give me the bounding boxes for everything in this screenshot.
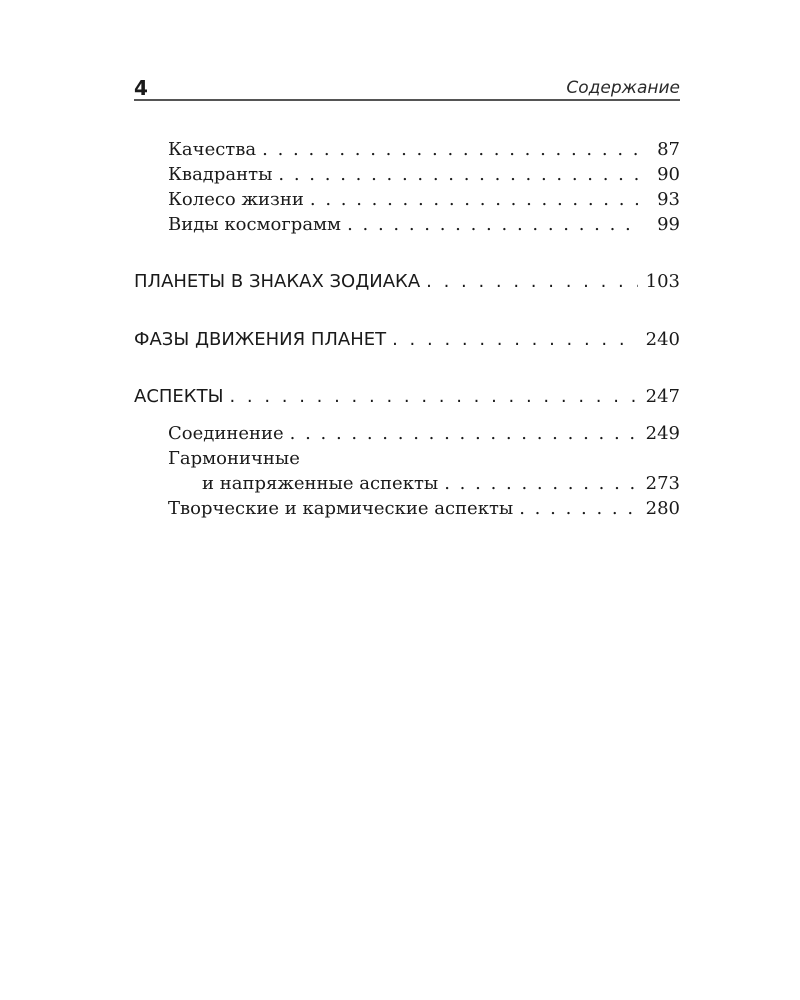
toc-section[interactable] (134, 328, 680, 352)
header-rule (134, 99, 680, 101)
toc-section-page: 240 (645, 329, 680, 350)
page-header (134, 74, 680, 102)
toc-entry[interactable] (134, 138, 680, 162)
toc-section-page: 103 (645, 271, 680, 292)
dot-leader (310, 188, 638, 212)
toc-section-title: АСПЕКТЫ (134, 386, 224, 407)
toc-section[interactable] (134, 385, 680, 409)
dot-leader (229, 385, 638, 409)
dot-leader (444, 472, 638, 496)
toc-entry[interactable] (134, 422, 680, 446)
toc-entry-page: 273 (645, 473, 680, 494)
toc-section-title: ФАЗЫ ДВИЖЕНИЯ ПЛАНЕТ (134, 329, 387, 350)
toc-entry-title: Колесо жизни (168, 189, 304, 210)
toc-entry-page: 99 (657, 214, 680, 235)
toc-entry-page: 249 (645, 423, 680, 444)
toc-entry-title: Творческие и кармические аспекты (168, 498, 514, 519)
toc-entry-title: и напряженные аспекты (202, 473, 439, 494)
toc-entry[interactable] (134, 213, 680, 237)
toc-entry-page: 93 (657, 189, 680, 210)
dot-leader (392, 328, 638, 352)
toc-entry-page: 90 (657, 164, 680, 185)
toc-entry-page: 280 (645, 498, 680, 519)
toc-entry-title: Виды космограмм (168, 214, 342, 235)
toc-entry-title-line1[interactable]: Гармоничные (168, 448, 300, 469)
toc-section-title: ПЛАНЕТЫ В ЗНАКАХ ЗОДИАКА (134, 271, 421, 292)
toc-entry-title: Квадранты (168, 164, 273, 185)
toc-entry[interactable] (134, 163, 680, 187)
toc-entry-title: Качества (168, 139, 257, 160)
page-number: 4 (134, 76, 148, 100)
dot-leader (290, 422, 638, 446)
toc-entry[interactable] (134, 472, 680, 496)
toc-entry-title: Соединение (168, 423, 284, 444)
dot-leader (426, 270, 638, 294)
toc-section[interactable] (134, 270, 680, 294)
toc-entry-page: 87 (657, 139, 680, 160)
running-title: Содержание (566, 78, 680, 98)
dot-leader (347, 213, 638, 237)
dot-leader (262, 138, 638, 162)
toc-section-page: 247 (645, 386, 680, 407)
toc-entry[interactable] (134, 188, 680, 212)
toc-entry[interactable] (134, 497, 680, 521)
dot-leader (278, 163, 638, 187)
dot-leader (519, 497, 638, 521)
